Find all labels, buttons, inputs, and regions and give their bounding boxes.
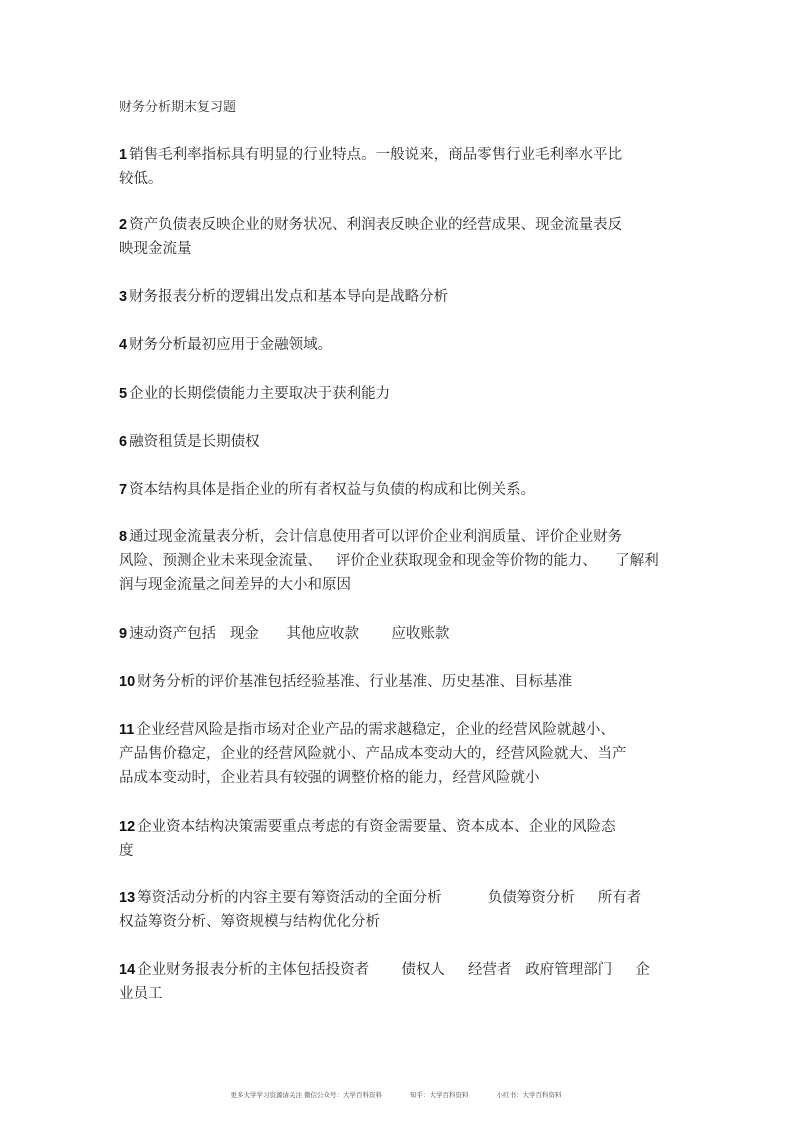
- question-item-12: [119, 815, 679, 863]
- item-text: 财务分析的评价基准包括经验基准、行业基准、历史基准、目标基准: [137, 674, 573, 690]
- item-text: 度: [119, 843, 134, 859]
- item-number: 4: [119, 337, 128, 353]
- question-item-8: [119, 525, 679, 597]
- footer-promo: 更多大学学习资源请关注 微信公众号：大学百科资料: [230, 1091, 383, 1099]
- question-item-7: [119, 478, 679, 502]
- item-text: 映现金流量: [119, 241, 192, 257]
- footer-zhihu: 知乎：大学百科资料: [410, 1091, 469, 1099]
- question-item-11: [119, 718, 679, 790]
- question-item-4: [119, 333, 679, 357]
- item-number: 1: [119, 147, 128, 163]
- item-text: 通过现金流量表分析，会计信息使用者可以评价企业利润质量、评价企业财务: [129, 529, 623, 545]
- item-number: 9: [119, 626, 128, 642]
- item-number: 7: [119, 482, 128, 498]
- item-text: 风险、预测企业未来现金流量、 评价企业获取现金和现金等价物的能力、 了解利: [119, 553, 659, 569]
- question-item-5: [119, 382, 679, 406]
- item-text: 润与现金流量之间差异的大小和原因: [119, 577, 351, 593]
- item-number: 12: [119, 819, 136, 835]
- footer-xiaohongshu: 小红书：大学百科资料: [496, 1091, 562, 1099]
- item-number: 5: [119, 386, 128, 402]
- item-text: 企业财务报表分析的主体包括投资者 债权人 经营者 政府管理部门 企: [137, 962, 650, 978]
- item-number: 10: [119, 674, 136, 690]
- item-text: 财务分析最初应用于金融领域。: [129, 337, 333, 353]
- item-text: 产品售价稳定，企业的经营风险就小、产品成本变动大的，经营风险就大、当产: [119, 746, 627, 762]
- question-item-10: [119, 670, 679, 694]
- item-number: 11: [119, 722, 135, 738]
- item-text: 企业经营风险是指市场对企业产品的需求越稳定，企业的经营风险就越小、: [136, 722, 615, 738]
- page-footer: [0, 1090, 792, 1099]
- item-text: 业员工: [119, 986, 163, 1002]
- item-text: 企业的长期偿债能力主要取决于获利能力: [129, 386, 391, 402]
- item-number: 6: [119, 434, 128, 450]
- question-item-2: [119, 213, 679, 261]
- document-title: 财务分析期末复习题: [119, 100, 237, 115]
- question-item-9: [119, 622, 679, 646]
- item-text: 品成本变动时，企业若具有较强的调整价格的能力，经营风险就小: [119, 770, 540, 786]
- item-number: 3: [119, 289, 128, 305]
- question-item-14: [119, 958, 679, 1006]
- item-text: 销售毛利率指标具有明显的行业特点。一般说来，商品零售行业毛利率水平比: [129, 147, 623, 163]
- item-text: 速动资产包括 现金 其他应收款 应收账款: [129, 626, 450, 642]
- item-number: 2: [119, 217, 128, 233]
- item-number: 13: [119, 890, 136, 906]
- question-item-13: [119, 886, 679, 934]
- item-text: 企业资本结构决策需要重点考虑的有资金需要量、资本成本、企业的风险态: [137, 819, 616, 835]
- item-text: 较低。: [119, 171, 163, 187]
- item-text: 融资租赁是长期债权: [129, 434, 260, 450]
- item-text: 资本结构具体是指企业的所有者权益与负债的构成和比例关系。: [129, 482, 536, 498]
- question-item-6: [119, 430, 679, 454]
- item-number: 14: [119, 962, 136, 978]
- item-text: 资产负债表反映企业的财务状况、利润表反映企业的经营成果、现金流量表反: [129, 217, 623, 233]
- item-text: 权益筹资分析、筹资规模与结构优化分析: [119, 914, 380, 930]
- question-item-3: [119, 285, 679, 309]
- item-number: 8: [119, 529, 128, 545]
- question-item-1: [119, 143, 679, 191]
- item-text: 财务报表分析的逻辑出发点和基本导向是战略分析: [129, 289, 449, 305]
- item-text: 筹资活动分析的内容主要有筹资活动的全面分析 负债筹资分析 所有者: [137, 890, 642, 906]
